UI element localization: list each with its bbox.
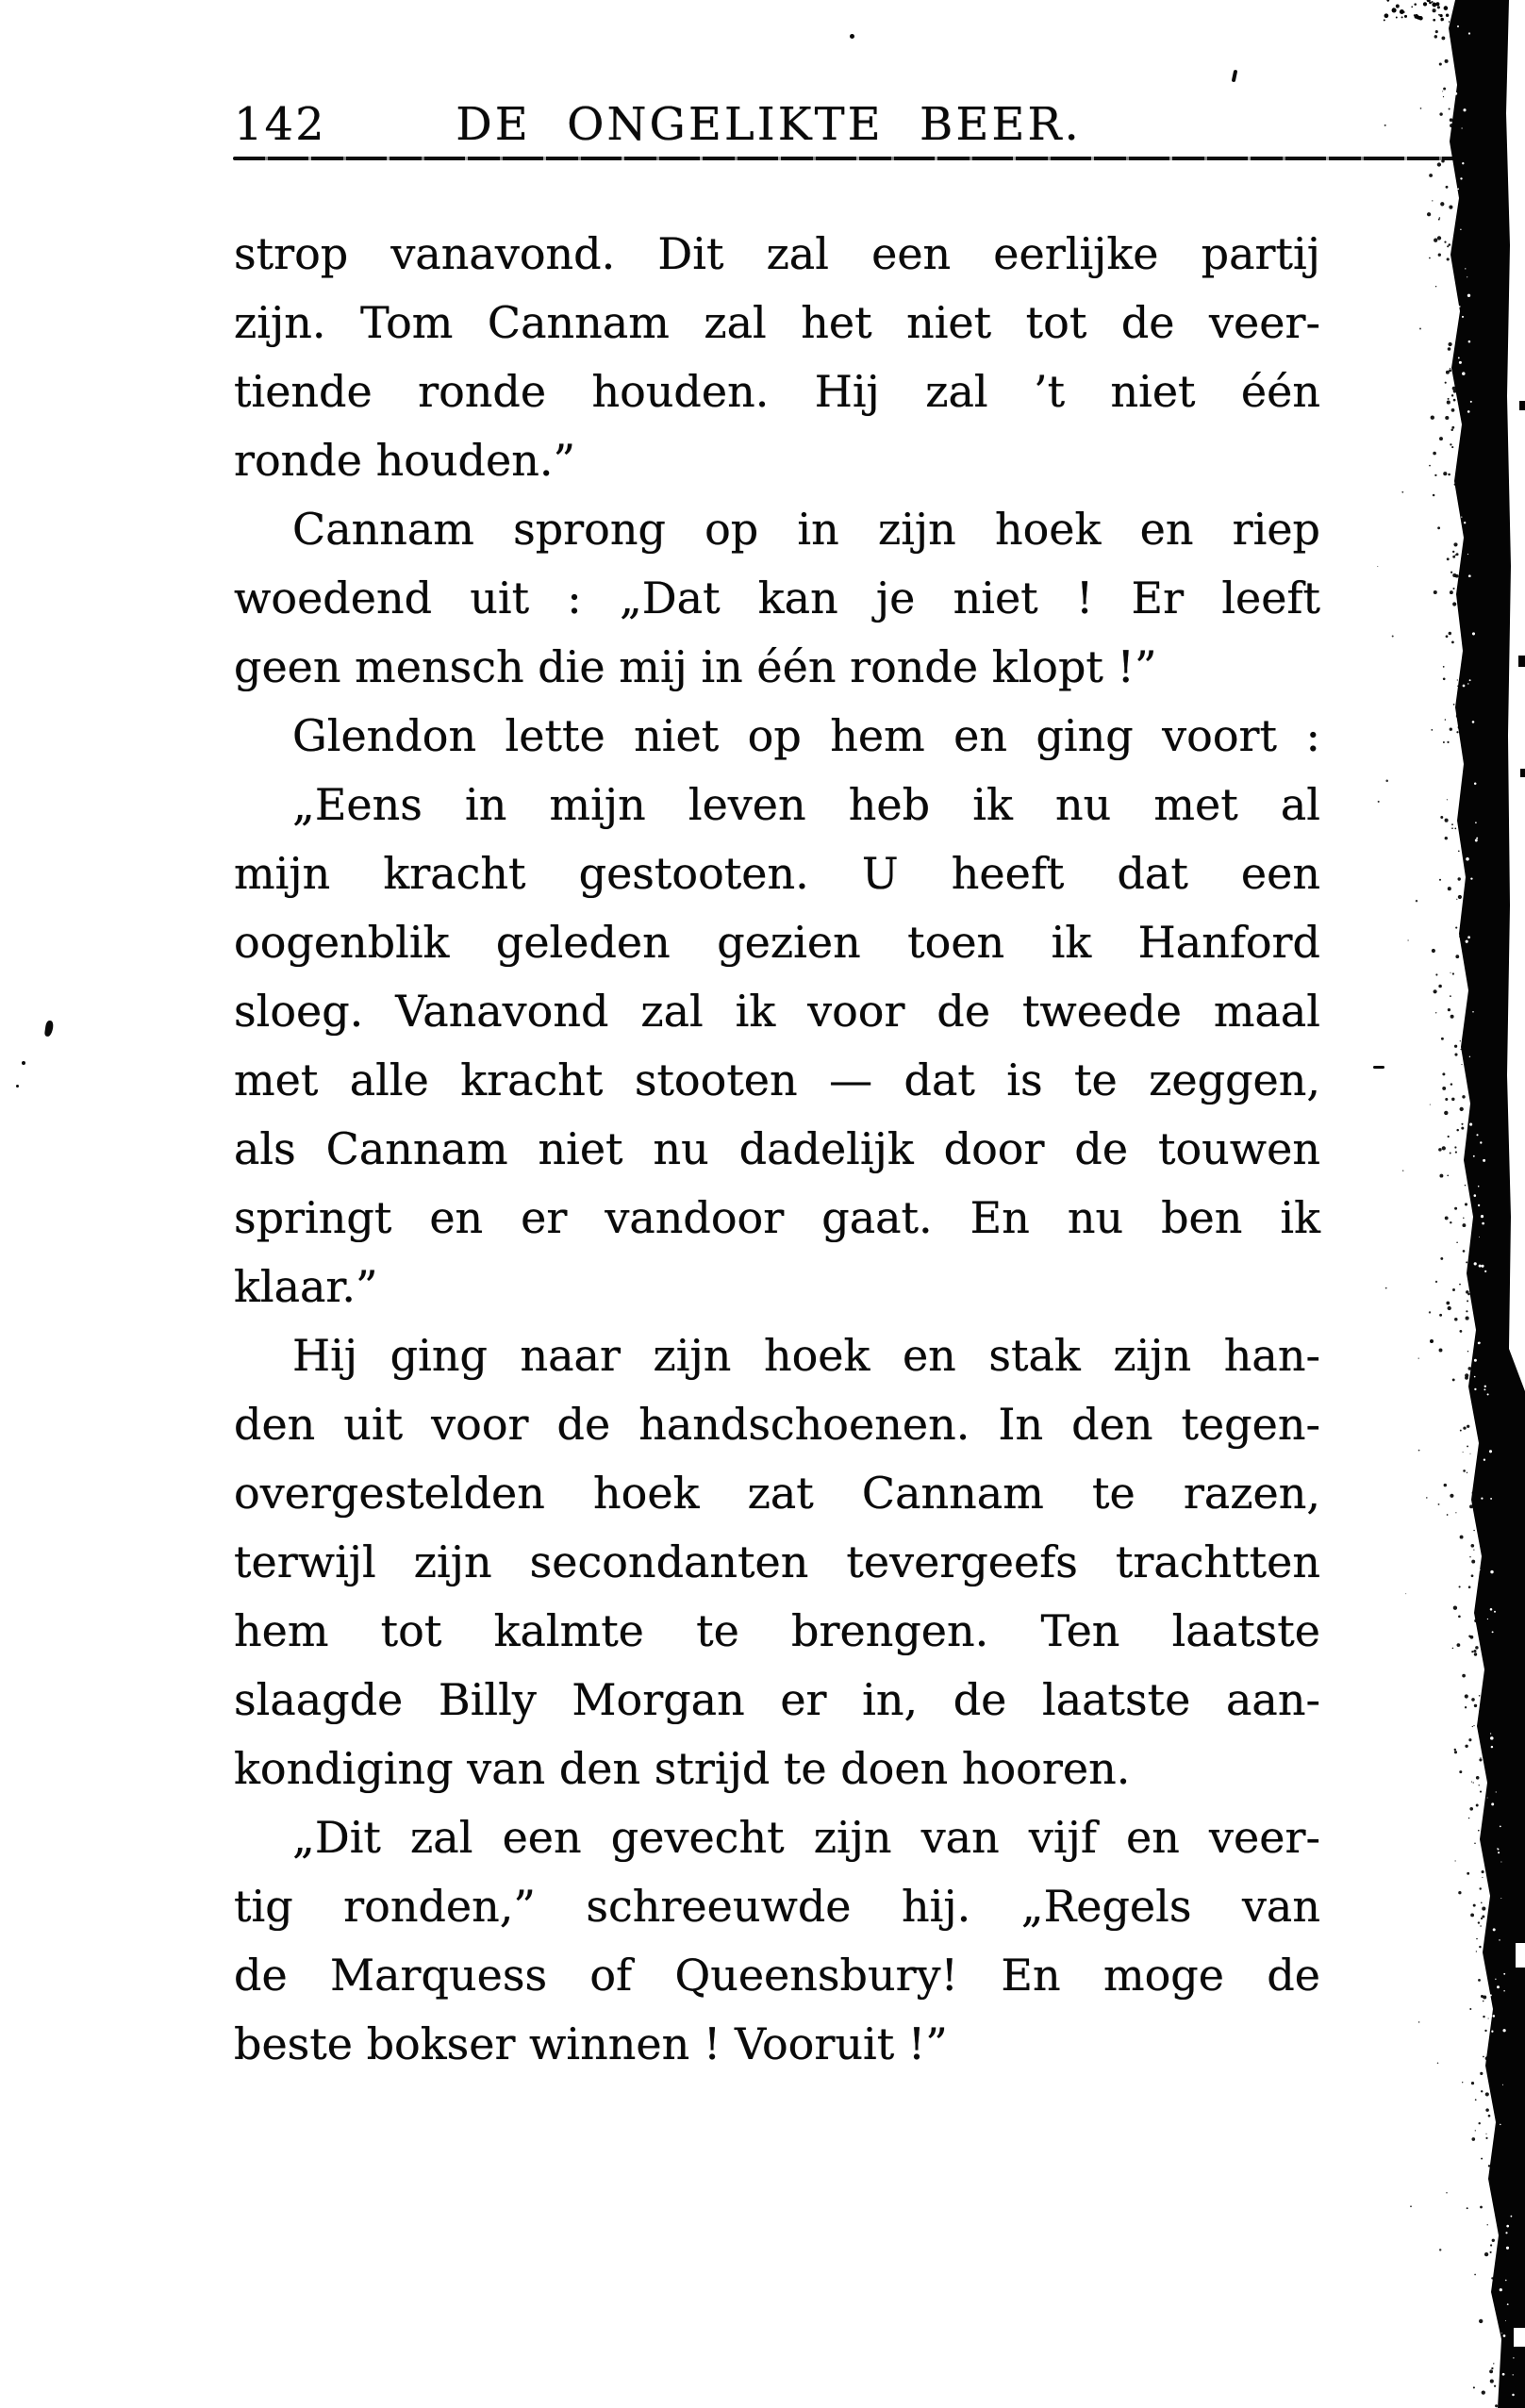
text-line: mijn kracht gestooten. U heeft dat een	[234, 848, 1320, 899]
text-line: hem tot kalmte te brengen. Ten laatste	[234, 1605, 1320, 1656]
text-line: strop vanavond. Dit zal een eerlijke partij	[234, 228, 1320, 279]
scan-speckle	[16, 1085, 19, 1088]
body-text	[234, 220, 1320, 2079]
text-line: terwijl zijn secondanten tevergeefs trachtten	[234, 1536, 1320, 1587]
text-line: ronde houden.”	[234, 435, 575, 486]
text-line: Hij ging naar zijn hoek en stak zijn han-	[292, 1330, 1320, 1381]
text-line: als Cannam niet nu dadelijk door de touwen	[234, 1123, 1320, 1174]
text-line: geen mensch die mij in één ronde klopt !”	[234, 641, 1157, 692]
text-line: met alle kracht stooten — dat is te zeggen,	[234, 1055, 1320, 1105]
text-line: tiende ronde houden. Hij zal ’t niet één	[234, 366, 1320, 417]
scan-speckle	[1232, 70, 1238, 83]
scan-speckle	[22, 1061, 25, 1065]
text-line: Cannam sprong op in zijn hoek en riep	[292, 504, 1320, 555]
running-title: DE ONGELIKTE BEER.	[456, 98, 1082, 151]
text-line: Glendon lette niet op hem en ging voort :	[292, 710, 1320, 761]
text-line: kondiging van den strijd te doen hooren.	[234, 1743, 1131, 1794]
scan-speckle	[850, 34, 854, 39]
header-rule	[233, 157, 1460, 160]
text-line: tig ronden,” schreeuwde hij. „Regels van	[234, 1881, 1320, 1932]
text-line: den uit voor de handschoenen. In den tegen-	[234, 1399, 1320, 1450]
page-number: 142	[234, 98, 326, 151]
text-line: springt en er vandoor gaat. En nu ben ik	[234, 1192, 1320, 1243]
text-line: de Marquess of Queensbury! En moge de	[234, 1950, 1320, 2001]
scan-speckle	[1373, 1066, 1384, 1069]
text-line: woedend uit : „Dat kan je niet ! Er leeft	[234, 573, 1320, 623]
text-line: beste bokser winnen ! Vooruit !”	[234, 2018, 948, 2069]
text-line: klaar.”	[234, 1261, 378, 1312]
scan-speckle	[44, 1021, 54, 1038]
text-line: „Eens in mijn leven heb ik nu met al	[292, 779, 1320, 830]
scan-speckle	[1430, 1339, 1434, 1343]
text-line: slaagde Billy Morgan er in, de laatste aan-	[234, 1674, 1320, 1725]
text-line: sloeg. Vanavond zal ik voor de tweede maal	[234, 986, 1320, 1037]
text-line: overgestelden hoek zat Cannam te razen,	[234, 1468, 1320, 1519]
text-line: „Dit zal een gevecht zijn van vijf en veer-	[292, 1812, 1320, 1863]
text-line: zijn. Tom Cannam zal het niet tot de veer-	[234, 297, 1320, 348]
text-line: oogenblik geleden gezien toen ik Hanford	[234, 917, 1320, 968]
